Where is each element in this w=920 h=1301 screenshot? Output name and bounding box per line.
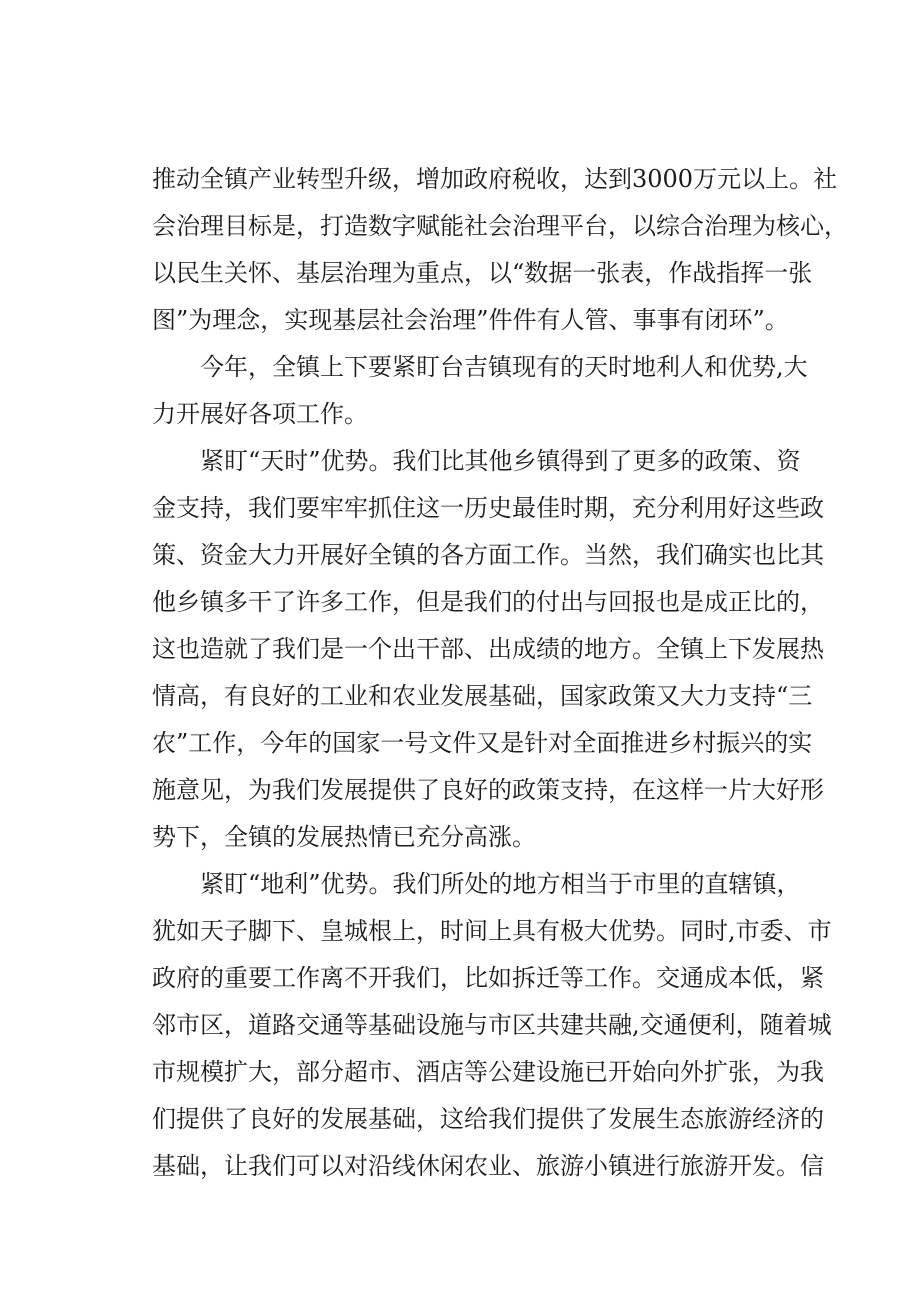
text-line: 会治理目标是，打造数字赋能社会治理平台，以综合治理为核心， bbox=[152, 212, 848, 240]
text-line: 邻市区，道路交通等基础设施与市区共建共融,交通便利，随着城 bbox=[152, 1011, 832, 1039]
text-line: 这也造就了我们是一个出干部、出成绩的地方。全镇上下发展热 bbox=[152, 635, 824, 663]
text-line: 们提供了良好的发展基础，这给我们提供了发展生态旅游经济的 bbox=[152, 1105, 824, 1133]
text-line: 基础，让我们可以对沿线休闲农业、旅游小镇进行旅游开发。信 bbox=[152, 1152, 824, 1180]
text-line: 策、资金大力开展好全镇的各方面工作。当然，我们确实也比其 bbox=[152, 541, 824, 569]
text-line: 势下，全镇的发展热情已充分高涨。 bbox=[152, 823, 536, 851]
text-line: 他乡镇多干了许多工作，但是我们的付出与回报也是成正比的， bbox=[152, 588, 824, 616]
text-line: 力开展好各项工作。 bbox=[152, 400, 368, 428]
text-line: 政府的重要工作离不开我们，比如拆迁等工作。交通成本低，紧 bbox=[152, 964, 824, 992]
paragraph-start-line: 紧盯“地利”优势。我们所处的地方相当于市里的直辖镇， bbox=[200, 870, 801, 898]
text-line: 推动全镇产业转型升级，增加政府税收，达到3000万元以上。社 bbox=[152, 165, 838, 193]
document-body bbox=[152, 156, 848, 1190]
text-line: 图”为理念，实现基层社会治理”件件有人管、事事有闭环”。 bbox=[152, 306, 789, 334]
text-line: 金支持，我们要牢牢抓住这一历史最佳时期，充分利用好这些政 bbox=[152, 494, 824, 522]
text-line: 犹如天子脚下、皇城根上，时间上具有极大优势。同时,市委、市 bbox=[152, 917, 832, 945]
paragraph-start-line: 今年，全镇上下要紧盯台吉镇现有的天时地利人和优势,大 bbox=[200, 353, 808, 381]
text-line: 农”工作，今年的国家一号文件又是针对全面推进乡村振兴的实 bbox=[152, 729, 813, 757]
text-line: 情高，有良好的工业和农业发展基础，国家政策又大力支持“三 bbox=[152, 682, 813, 710]
paragraph-start-line: 紧盯“天时”优势。我们比其他乡镇得到了更多的政策、资 bbox=[200, 447, 801, 475]
text-line: 以民生关怀、基层治理为重点，以“数据一张表，作战指挥一张 bbox=[152, 259, 813, 287]
text-line: 施意见，为我们发展提供了良好的政策支持，在这样一片大好形 bbox=[152, 776, 824, 804]
text-line: 市规模扩大，部分超市、酒店等公建设施已开始向外扩张，为我 bbox=[152, 1058, 824, 1086]
